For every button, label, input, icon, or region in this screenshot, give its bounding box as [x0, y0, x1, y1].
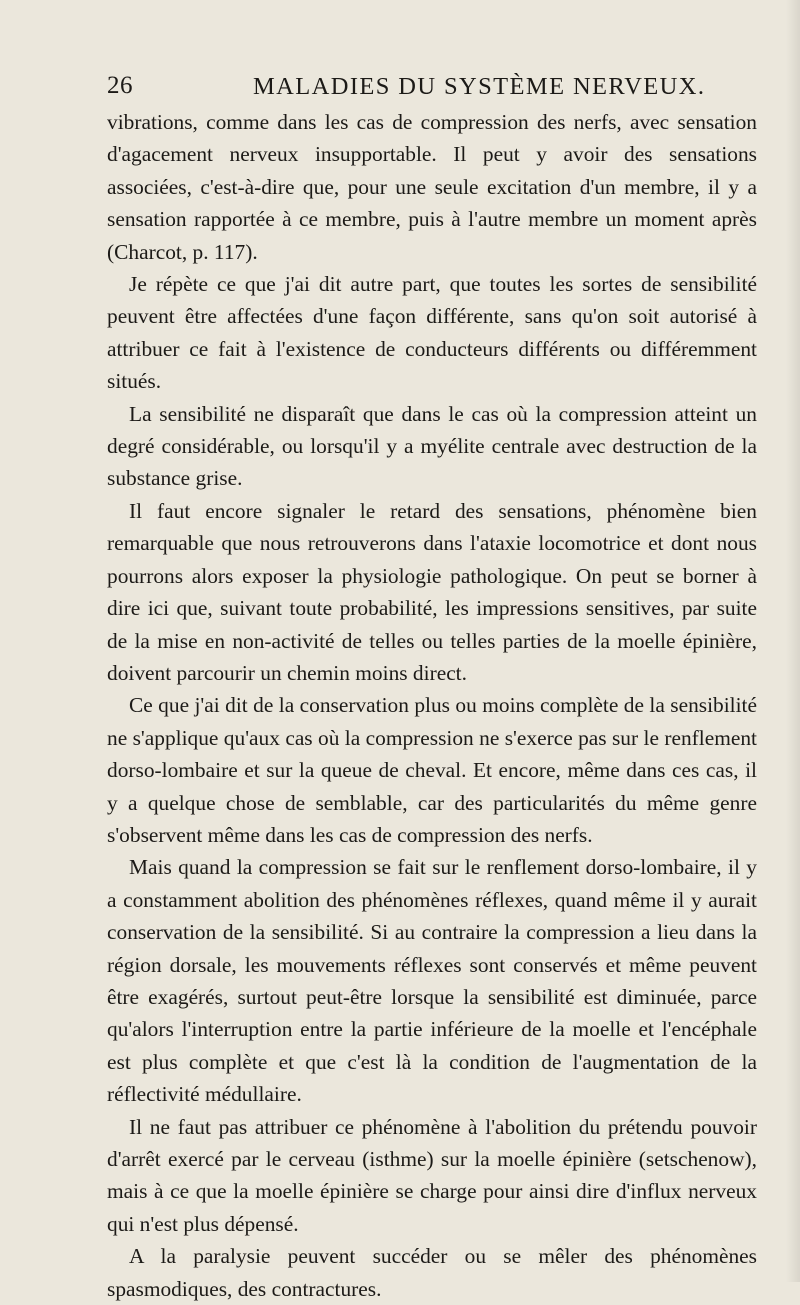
paragraph: Il faut encore signaler le retard des sensations, phénomène bien remarquable que nous retrouverons dans l'ataxie locomotrice et dont nous pourrons alors exposer la physiologie pathologique. On peut se borner à dire ici que, suivant toute probabilité, les impressions sensitives, par suite de la mise en non-activité de telles ou telles parties de la moelle épinière, doivent parcourir un chemin moins direct. [107, 498, 757, 685]
paragraph: Je répète ce que j'ai dit autre part, que toutes les sortes de sensibilité peuvent être affectées d'une façon différente, sans qu'on soit autorisé à attribuer ce fait à l'existence de conducteurs différents ou différemment situés. [107, 272, 757, 394]
page-header [107, 72, 747, 106]
paragraph: Mais quand la compression se fait sur le renflement dorso-lombaire, il y a constamment abolition des phénomènes réflexes, quand même il y aurait conservation de la sensibilité. Si au contraire la compression a lieu dans la région dorsale, les mouvements réflexes sont conservés et même peuvent être exagérés, surtout peut-être lorsque la sensibilité est diminuée, parce qu'alors l'interruption entre la partie inférieure de la moelle et l'encéphale est plus complète et que c'est là la condition de l'augmentation de la réflectivité médullaire. [107, 855, 757, 1107]
paragraph: Il ne faut pas attribuer ce phénomène à l'abolition du prétendu pouvoir d'arrêt exercé par le cerveau (isthme) sur la moelle épinière (setschenow), mais à ce que la moelle épinière se charge pour ainsi dire d'influx nerveux qui n'est plus dépensé. [107, 1114, 757, 1236]
page-edge-shadow [786, 0, 800, 1282]
running-title: MALADIES DU SYSTÈME NERVEUX. [253, 73, 706, 100]
paragraph-continuation: vibrations, comme dans les cas de compression des nerfs, avec sensation d'agacement nerveux insupportable. Il peut y avoir des sensations associées, c'est-à-dire que, pour une seule excitation d'un membre, il y a sensation rapportée à ce membre, puis à l'autre membre un moment après (Charcot, p. 117). [107, 110, 757, 264]
page-number: 26 [107, 72, 133, 99]
paragraph: Ce que j'ai dit de la conservation plus ou moins complète de la sensibilité ne s'applique qu'aux cas où la compression ne s'exerce pas sur le renflement dorso-lombaire et sur la queue de cheval. Et encore, même dans ces cas, il y a quelque chose de semblable, car des particularités du même genre s'observent même dans les cas de compression des nerfs. [107, 693, 757, 847]
paragraph: A la paralysie peuvent succéder ou se mêler des phénomènes spasmodiques, des contractures. [107, 1244, 757, 1301]
body-text [107, 106, 757, 1305]
paragraph: La sensibilité ne disparaît que dans le cas où la compression atteint un degré considérable, ou lorsqu'il y a myélite centrale avec destruction de la substance grise. [107, 401, 757, 491]
